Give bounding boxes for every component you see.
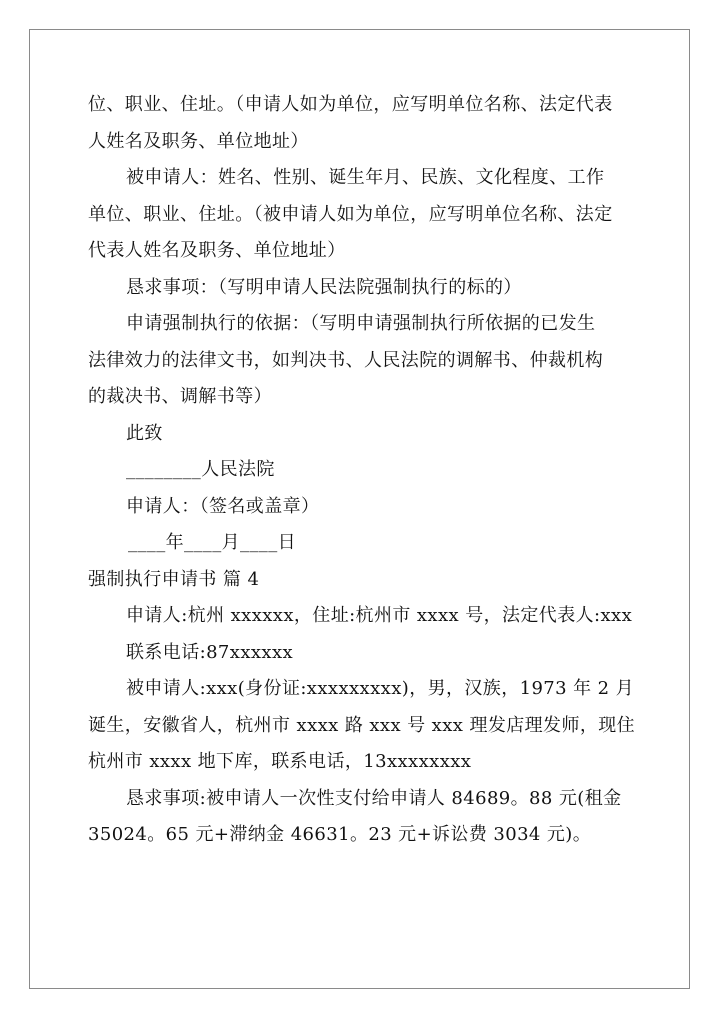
court-name-line: ________人民法院 xyxy=(126,459,275,480)
text-line: 代表人姓名及职务、单位地址） xyxy=(88,240,346,261)
request-items-paragraph: 恳求事项：（写明申请人民法院强制执行的标的） xyxy=(126,276,522,298)
text-line: 的裁决书、调解书等） xyxy=(88,386,272,407)
text-line: 法律效力的法律文书，如判决书、人民法院的调解书、仲裁机构 xyxy=(88,349,604,371)
basis-paragraph: 申请强制执行的依据：（写明申请强制执行所依据的已发生 xyxy=(126,313,596,334)
respondent-info: 被申请人:xxx(身份证:xxxxxxxxx)，男，汉族，1973 年 2 月 xyxy=(126,678,635,699)
text-line: 诞生，安徽省人，杭州市 xxxx 路 xxx 号 xxx 理发店理发师，现住 xyxy=(88,714,636,736)
text-line: 杭州市 xxxx 地下库，联系电话，13xxxxxxxx xyxy=(88,751,472,772)
text-line: 35024。65 元+滞纳金 46631。23 元+诉讼费 3034 元)。 xyxy=(88,824,592,845)
applicant-signature-line: 申请人：（签名或盖章） xyxy=(126,495,320,517)
section-heading: 强制执行申请书 篇 4 xyxy=(88,568,260,590)
applicant-info: 申请人:杭州 xxxxxx，住址:杭州市 xxxx 号，法定代表人:xxx xyxy=(126,605,633,626)
text-line: 单位、职业、住址。（被申请人如为单位，应写明单位名称、法定 xyxy=(88,203,613,225)
request-amount: 恳求事项:被申请人一次性支付给申请人 84689。88 元(租金 xyxy=(126,787,622,809)
text-line: 位、职业、住址。（申请人如为单位，应写明单位名称、法定代表 xyxy=(88,94,613,115)
salutation: 此致 xyxy=(126,422,163,444)
respondent-paragraph: 被申请人：姓名、性别、诞生年月、民族、文化程度、工作 xyxy=(126,167,605,188)
text-line: 人姓名及职务、单位地址） xyxy=(88,130,309,152)
document-body xyxy=(88,87,648,854)
contact-phone: 联系电话:87xxxxxx xyxy=(126,641,294,663)
date-line: ____年____月____日 xyxy=(128,532,296,553)
